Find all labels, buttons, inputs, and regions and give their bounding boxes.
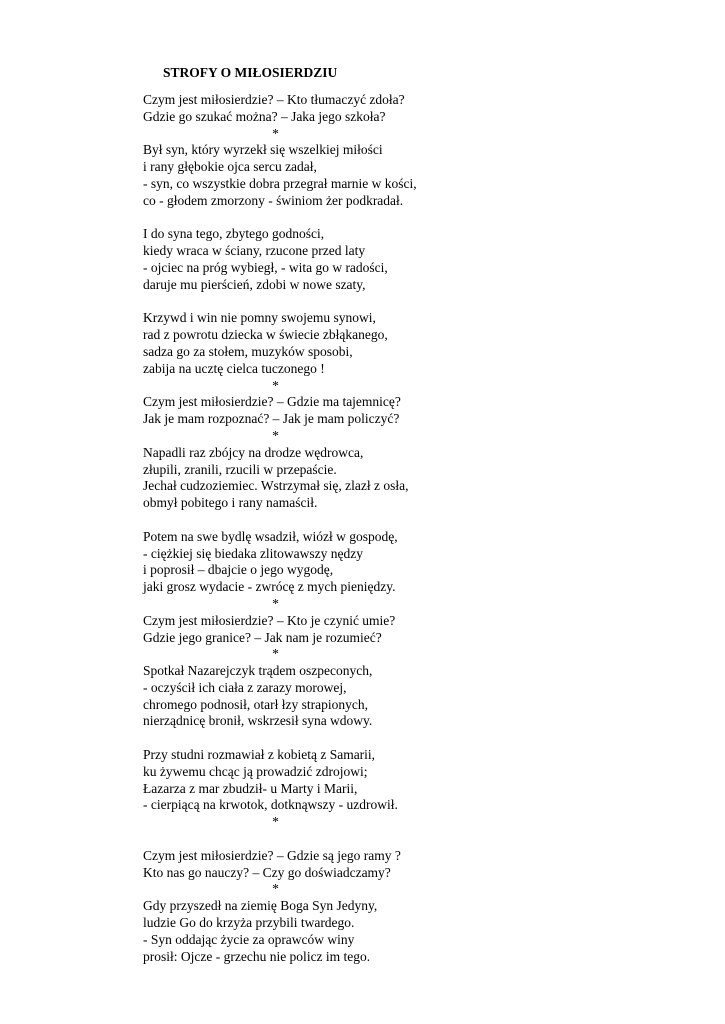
- stanza-separator: *: [272, 595, 279, 611]
- poem-line: - ciężkiej się biedaka zlitowawszy nędzy: [143, 545, 364, 561]
- poem-line: - Syn oddając życie za oprawców winy: [143, 931, 355, 947]
- poem-line: Krzywd i win nie pomny swojemu synowi,: [143, 310, 376, 326]
- poem-body: [143, 92, 443, 965]
- poem-line: - ojciec na próg wybiegł, - wita go w radości,: [143, 259, 388, 275]
- stanza-gap: [143, 210, 443, 227]
- poem-line: prosił: Ojcze - grzechu nie policz im tego.: [143, 948, 371, 964]
- poem-line: nierządnicę bronił, wskrzesił syna wdowy.: [143, 713, 373, 729]
- poem-line: chromego podnosił, otarł łzy strapionych,: [143, 696, 368, 712]
- stanza-separator: *: [272, 646, 279, 662]
- poem-line: kiedy wraca w ściany, rzucone przed laty: [143, 243, 366, 259]
- poem-line: Czym jest miłosierdzie? – Gdzie są jego ramy ?: [143, 847, 401, 863]
- poem-line: Gdzie jego granice? – Jak nam je rozumieć?: [143, 629, 382, 645]
- poem-line: Jechał cudzoziemiec. Wstrzymał się, zlazł z osła,: [143, 478, 409, 494]
- poem-title: STROFY O MIŁOSIERDZIU: [163, 65, 338, 80]
- poem-line: sadza go za stołem, muzyków sposobi,: [143, 343, 353, 359]
- stanza-separator: *: [272, 377, 279, 393]
- poem-line: - cierpiącą na krwotok, dotknąwszy - uzdrowił.: [143, 797, 398, 813]
- poem-line: Przy studni rozmawiał z kobietą z Samarii,: [143, 747, 376, 763]
- poem-line: ludzie Go do krzyża przybili twardego.: [143, 915, 355, 931]
- poem-line: obmył pobitego i rany namaścił.: [143, 495, 318, 511]
- stanza-gap: [143, 512, 443, 529]
- poem-line: Kto nas go nauczy? – Czy go doświadczamy?: [143, 864, 391, 880]
- poem-line: daruje mu pierścień, zdobi w nowe szaty,: [143, 276, 366, 292]
- stanza-separator: *: [272, 125, 279, 141]
- stanza-separator: *: [272, 881, 279, 897]
- poem-line: - oczyścił ich ciała z zarazy morowej,: [143, 679, 347, 695]
- stanza-gap: [143, 294, 443, 311]
- poem-line: ku żywemu chcąc ją prowadzić zdrojowi;: [143, 763, 368, 779]
- poem-line: - syn, co wszystkie dobra przegrał marnie w kości,: [143, 175, 417, 191]
- poem-line: zabija na ucztę cielca tuczonego !: [143, 360, 325, 376]
- stanza-gap: [143, 831, 443, 848]
- poem-line: co - głodem zmorzony - świniom żer podkradał.: [143, 192, 404, 208]
- poem-line: Potem na swe bydlę wsadził, wiózł w gospodę,: [143, 528, 398, 544]
- stanza-gap: [143, 730, 443, 747]
- poem-line: i poprosił – dbajcie o jego wygodę,: [143, 562, 334, 578]
- poem-line: Napadli raz zbójcy na drodze wędrowca,: [143, 444, 364, 460]
- poem-line: i rany głębokie ojca sercu zadał,: [143, 159, 317, 175]
- poem-line: Czym jest miłosierdzie? – Kto je czynić umie?: [143, 612, 396, 628]
- stanza-separator: *: [272, 427, 279, 443]
- poem-line: Spotkał Nazarejczyk trądem oszpeconych,: [143, 663, 373, 679]
- poem-line: Jak je mam rozpoznać? – Jak je mam policzyć?: [143, 411, 400, 427]
- poem-line: Gdy przyszedł na ziemię Boga Syn Jedyny,: [143, 898, 378, 914]
- poem-line: I do syna tego, zbytego godności,: [143, 226, 325, 242]
- stanza-separator: *: [272, 814, 279, 830]
- poem-line: jaki grosz wydacie - zwrócę z mych pieniędzy.: [143, 579, 396, 595]
- poem-line: złupili, zranili, rzucili w przepaście.: [143, 461, 337, 477]
- poem-line: Czym jest miłosierdzie? – Gdzie ma tajemnicę?: [143, 394, 401, 410]
- poem-line: rad z powrotu dziecka w świecie zbłąkanego,: [143, 327, 388, 343]
- poem-line: Gdzie go szukać można? – Jaka jego szkoła?: [143, 108, 386, 124]
- poem-line: Łazarza z mar zbudził- u Marty i Marii,: [143, 780, 358, 796]
- poem-line: Był syn, który wyrzekł się wszelkiej miłości: [143, 142, 383, 158]
- poem-line: Czym jest miłosierdzie? – Kto tłumaczyć zdoła?: [143, 92, 405, 107]
